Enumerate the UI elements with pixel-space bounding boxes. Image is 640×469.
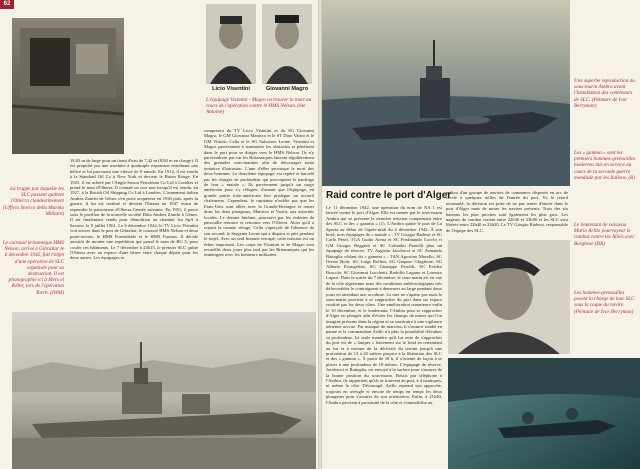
submarine-painting — [322, 0, 570, 186]
right-text-column-2: milieu d'un groupe de navires de commerce disposés en arc de cercle à quelques milles de l'entrée du port. Vu le retard accumulé, la décision est prise de ne pas tenter d'entrer dans le port d'Alger mais de miner les navires présents. Trois des six bateaux les plus proches sont également les plus gros. Les nageurs de combat sortent entre 22h30 et 23h00 et les SLC sont libérés entre 22h40 et 23h20. Le TV Giorgio Badessi, responsable de l'équipe des SLC, — [446, 190, 568, 233]
portrait-magro-image — [262, 4, 312, 84]
frogmen-painting — [448, 358, 640, 469]
officer-portrait-image — [448, 240, 570, 354]
page-number: 62 — [0, 0, 14, 9]
caption-painting: Une superbe reproduction du sous-marin Ambra avant l'installation des conteneurs de SLC. (Peinture de Ivor Berryman) — [574, 78, 635, 109]
cruiser-photo — [12, 312, 316, 469]
portrait-name-magro: Giovanni Magro — [265, 86, 309, 92]
caption-frogmen: Les hommes-grenouilles posent la charge de leur SLC sous la coque du navire. (Peinture de Ivor Berryman) — [574, 290, 635, 315]
caption-trap: La trappe par laquelle les SLC passent quittent l'Olterra clandestinement (Ufficio Storico della Marina Militare) — [3, 186, 64, 217]
left-text-column-2: composent du TV Licio Visintini et du SG Giovanni Magro, le GM Giovanni Manisco et le ST Dino Varini et le GM Vittorio Cella et le SG Salvatore Leone. Visintini et Magro parviennent à surmonter les obstacles et pénètrent dans le port pour se diriger vers le HMS Nelson. Ils n'y parviendront pas car les Britanniques lancent régulièrement des grenades sous-marines afin de décourager toute tentative d'intrusion. L'une d'elles provoque la mort des deux hommes. Le deuxième équipage, est repéré et harcelé par les charges de profondeur qui provoquent le naufrage de leur « maiale ». Ils parviennent jusqu'à un cargo américain pour s'y réfugier, d'autant que l'équipage, en grande partie italo-américain leur prodigue un accueil chaleureux. Cependant, le capitaine n'oublie pas que les Etats-Unis sont alliés avec la Grande-Bretagne et remet donc les deux plongeurs, Manisco et Varini, aux autorités locales. Le dernier binôme, poursuivi par les vedettes de patrouille renonce et retourne vers l'Olterra. Alors qu'il a rejoint la rasante refuge, Cella s'aperçoit de l'absence de son second, le Sergente Leone qui a disparu et péri pendant le trajet. Avec un seul homme rescapé, cette mission est un échec important. Les corps de Visintini et de Magro sont recueillis deux jours plus tard par les Britanniques qui les immergent avec les honneurs militaires. — [204, 128, 314, 258]
right-page — [322, 0, 640, 469]
left-text-column-1: 18,03 m de large pour un tirant d'eau de 7,42 m (8,84 m en charge). Il est propulsé par une machine à quadruple expansion entraînant une hélice et lui procurant une vitesse de 8 nœuds. En 1914, il est vendu à la Standard Oil Co à New York et devient le Baton Rouge. En 1925, il est acheté par l'Anglo-Saxon Petroleum Co Ltd à Londres et prend le nom d'Olterra. Il connaît un sort non lorsqu'il est vendu, en 1927, à la British Oil Shipping Co Ltd à Londres. L'armement italien Andrea Zanchi de Gênes s'en porte acquéreur en 1930 puis, après la guerre, il lui est restitué et devient l'Emma en 1947 avant de reprendre le patronyme d'Olterra l'année suivante. En 1951, il passe sous le pavillon de la nouvelle société Ditta Andrea Zanchi à Gênes. Il est finalement vendu pour démolition au chantier Isa SpA à Savone, le 9 juillet 1961. Le 6 décembre 1942, le TV Licio Visintini voit arriver dans le port de Gibraltar, le cuirassé HMS Nelson et deux porte-avions, le HMS Formidable et le HMS Furious. Il décide aussitôt de monter une expédition qui prend le nom de BG 5, pour couler ces bâtiments. Le 7 décembre à 23h15, le premier SLC quitte l'Olterra avec un espace d'une heure entre chaque départ pour les deux autres. Les équipages se — [70, 158, 198, 261]
caption-gamma: Les « gamma » sont les premiers hommes-grenouilles modernes mis en service au cours de la seconde guerre mondiale par les Italiens. (R) — [574, 150, 636, 181]
officer-portrait — [448, 240, 570, 354]
section-heading: Raid contre le port d'Alger — [326, 190, 452, 201]
portrait-visintini — [206, 4, 256, 84]
trap-photo — [12, 18, 124, 154]
frogmen-painting-image — [448, 358, 640, 469]
caption-portraits: L'équipage Visintini - Magro va trouver la mort au cours de l'opération contre le HMS Nelson. (Ste Antoine) — [206, 97, 312, 116]
portrait-visintini-image — [206, 4, 256, 84]
cruiser-photo-image — [12, 312, 316, 469]
portrait-magro — [262, 4, 312, 84]
left-page — [0, 0, 318, 469]
caption-cruiser: Le cuirassé britannique HMS Nelson, arrivé à Gibraltar le 6 décembre 1942, fait l'objet d'une opération de SLC organisée pour sa destruction. Il est photographié ici à Mers el Kébir, lors de l'opération Torch. (IWM) — [2, 240, 64, 296]
right-text-column-1: Le 11 décembre 1942, une opération du nom de NA 1 est lancée contre le port d'Alger. Elle est menée par le sous-marin Ambra qui se présente la dernière mission comprenant entre des SLC et des « gamma » (1). L'Ambra quitte le port de La Spezia au début de l'après-midi du 4 décembre 1942. À son bord, trois équipages de « maiale » : TV Giorgio Badessi et SC Carlo Pesel, TGA Guido Arena et SC Ferdinando Cocchi et GM Giorgio Reggioli et SC Colombo Pamolli plus un équipage de réserve, TV Augusto Jacobacci et SC Armando Battaglia ciblant du « gamma » : TAN Agostino Morello, SC Oreste Botti, SG Luigi Rolfini, SG Gaspare Ghiglione, SG Alberto Evangelisti, SG Giuseppe Feroldi, SC Evideo Boscolo, SC Giovanni Lucchetti, Rodolfo Lugano et Lorenzo Lupari. Dans la soirée du 7 décembre, le sous-marin est en vue de la côte algérienne mais des conditions météorologiques très défavorables le contraignent à demeurer au large pendant deux jours en attendant une accalmie. La mer ne s'apaise pas mais le sous-marin parvient à se rapprocher du port dans un espace confiné par les deux côtes. Une amélioration commence enfin le 10 décembre, et le lendemain, l'Ambra peut se rapprocher d'Alger en plongée afin d'éviter les champs de mines qui l'on imagine présents dans la région et se soustraire à une vigilance aérienne accrue. Par manque de marrons, il s'avance tombé en panne et le commandant Arillo n'a plus la possibilité d'évaluer sa profondeur. La seule manière qu'il lui reste de s'approcher du port est de « lamper » lentement sur le fond en remontant au fur et à mesure de la déclivité du terrain jusqu'à une profondeur de 13 à 20 mètres propice à la libération des SLC et des « gamma ». À partir de 18 h, il s'oriente de façon à se placer à une profondeur de 18 mètres. L'équipage de réserve, Jacobacci et Battaglia, est envoyé à la surface pour s'assurer de la bonne position du sous-marin. Relais par téléphone à l'Ambra, ils rapportent qu'ils se trouvent au port, à 4 nautiques, ni même la côte. Découragé, Arillo reprend son approche, toujours en aveugle et envoie de temps en temps les deux plongeurs pour s'assurer de son orientation. Enfin, à 21h40, l'Ambra parvient à proximité de la côte et s'immobilise au — [326, 205, 442, 405]
caption-officer: Le lieutenant de vaisseau Mario Arillo pourvoyeur le combat contre les Alliés avec Borghese (DR) — [574, 222, 635, 247]
trap-photo-image — [12, 18, 124, 154]
submarine-painting-image — [322, 0, 570, 186]
portrait-name-visintini: Licio Visentini — [212, 86, 250, 92]
